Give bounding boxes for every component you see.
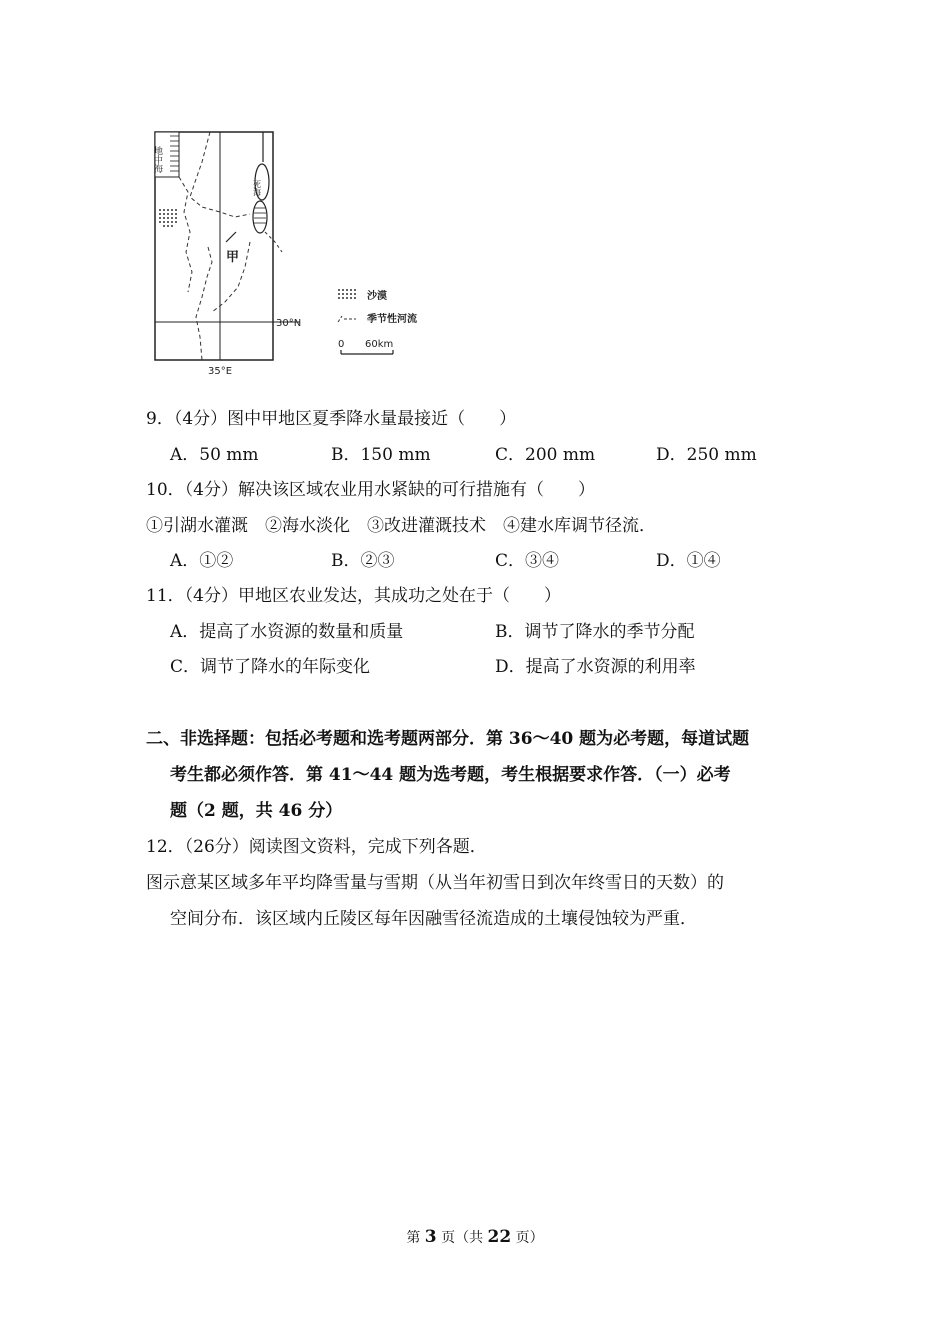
footer-total-pages: 22 (487, 1227, 512, 1247)
q11-option-a: A．提高了水资源的数量和质量 (170, 622, 404, 642)
map-svg (150, 122, 450, 380)
q11-option-b: B．调节了降水的季节分配 (495, 622, 695, 642)
legend-river-label: 季节性河流 (367, 314, 417, 325)
q10-items: ①引湖水灌溉 ②海水淡化 ③改进灌溉技术 ④建水库调节径流． (146, 516, 656, 536)
q11-option-d: D．提高了水资源的利用率 (495, 657, 696, 677)
section2-heading-line1: 二、非选择题：包括必考题和选考题两部分．第 36～40 题为必考题，每道试题 (146, 729, 750, 749)
page-footer (0, 1227, 950, 1247)
dead-sea-label: 死海 (252, 180, 262, 196)
coastline (179, 177, 192, 292)
q9-option-c: C．200 mm (495, 445, 596, 465)
place-pointer (226, 232, 236, 242)
q9-option-d: D．250 mm (656, 445, 757, 465)
q11-stem: 11．（4分）甲地区农业发达，其成功之处在于（ ） (146, 586, 561, 606)
scale-distance-label: 60km (365, 339, 394, 350)
q9-stem: 9．（4分）图中甲地区夏季降水量最接近（ ） (146, 409, 517, 429)
q10-stem: 10．（4分）解决该区域农业用水紧缺的可行措施有（ ） (146, 480, 595, 500)
q10-option-c: C．③④ (495, 551, 560, 571)
q12-stem: 12．（26分）阅读图文资料，完成下列各题． (146, 837, 487, 857)
scale-zero-label: 0 (338, 339, 345, 350)
mediterranean-label: 地中海 (152, 146, 162, 173)
longitude-label: 35°E (208, 366, 233, 377)
border-line-2 (196, 247, 212, 360)
q12-text-line1: 图示意某区域多年平均降雪量与雪期（从当年初雪日到次年终雪日的天数）的 (146, 873, 724, 893)
legend-desert-icon (338, 289, 356, 299)
dead-sea-south (253, 201, 267, 233)
latitude-label: 30°N (276, 318, 302, 329)
desert-dots (159, 209, 177, 227)
q10-option-a: A．①② (170, 551, 234, 571)
q12-text-line2: 空间分布．该区域内丘陵区每年因融雪径流造成的土壤侵蚀较为严重． (170, 909, 697, 929)
footer-pre: 第 (406, 1230, 421, 1246)
q11-option-c: C．调节了降水的年际变化 (170, 657, 371, 677)
q10-option-b: B．②③ (331, 551, 395, 571)
q10-option-d: D．①④ (656, 551, 721, 571)
footer-post: 页） (515, 1230, 544, 1246)
footer-page-number: 3 (424, 1227, 437, 1247)
q9-option-b: B．150 mm (331, 445, 431, 465)
section2-heading-line2: 考生都必须作答．第 41～44 题为选考题，考生根据要求作答．（一）必考 (170, 765, 731, 785)
q9-option-a: A．50 mm (170, 445, 259, 465)
footer-mid: 页（共 (441, 1230, 484, 1246)
section2-heading-line3: 题（2 题，共 46 分） (170, 801, 343, 821)
legend-river-icon (338, 316, 356, 322)
region-map (150, 122, 450, 380)
place-label: 甲 (226, 250, 240, 265)
legend-desert-label: 沙漠 (367, 291, 387, 302)
